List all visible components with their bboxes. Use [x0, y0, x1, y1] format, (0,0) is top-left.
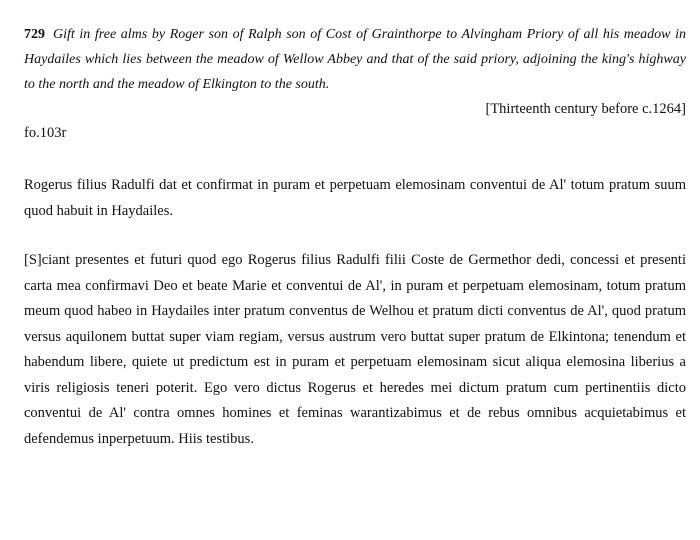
- document-page: [24, 22, 686, 452]
- entry-summary: Gift in free alms by Roger son of Ralph son of Cost of Grainthorpe to Alvingham Priory of all his meadow in Haydailes which lies between the meadow of Wellow Abbey and that of the said priory, adjoining the king's highway to the north and the meadow of Elkington to the south.: [24, 27, 686, 92]
- entry-date: [Thirteenth century before c.1264]: [485, 101, 686, 117]
- entry-number: 729: [24, 27, 45, 42]
- folio-reference: fo.103r: [24, 125, 67, 141]
- entry-heading: [24, 22, 686, 97]
- charter-text-paragraph: [S]ciant presentes et futuri quod ego Rogerus filius Radulfi filii Coste de Germethor dedi, concessi et presenti carta mea confirmavi Deo et beate Marie et conventui de Al', in puram et perpetuam elemosinam, totum pratum meum quod habeo in Haydailes inter pratum conventus de Welhou et pratum dicti conventus de Al', quod pratum versus aquilonem buttat super viam regiam, versus austrum vero buttat super pratum de Elkintona; tenendum et habendum libere, quiete ut predictum est in puram et perpetuam elemosinam sicut aliqua elemosina liberius a viris religiosis teneri poterit. Ego vero dictus Rogerus et heredes mei dictum pratum cum pertinentiis dicto conventui de Al' contra omnes homines et feminas warantizabimus et de rebus omnibus acquietabimus et defendemus inperpetuum. Hiis testibus.: [24, 252, 686, 447]
- rubric-paragraph: Rogerus filius Radulfi dat et confirmat in puram et perpetuam elemosinam conventui de Al' totum pratum suum quod habuit in Haydailes.: [24, 177, 686, 219]
